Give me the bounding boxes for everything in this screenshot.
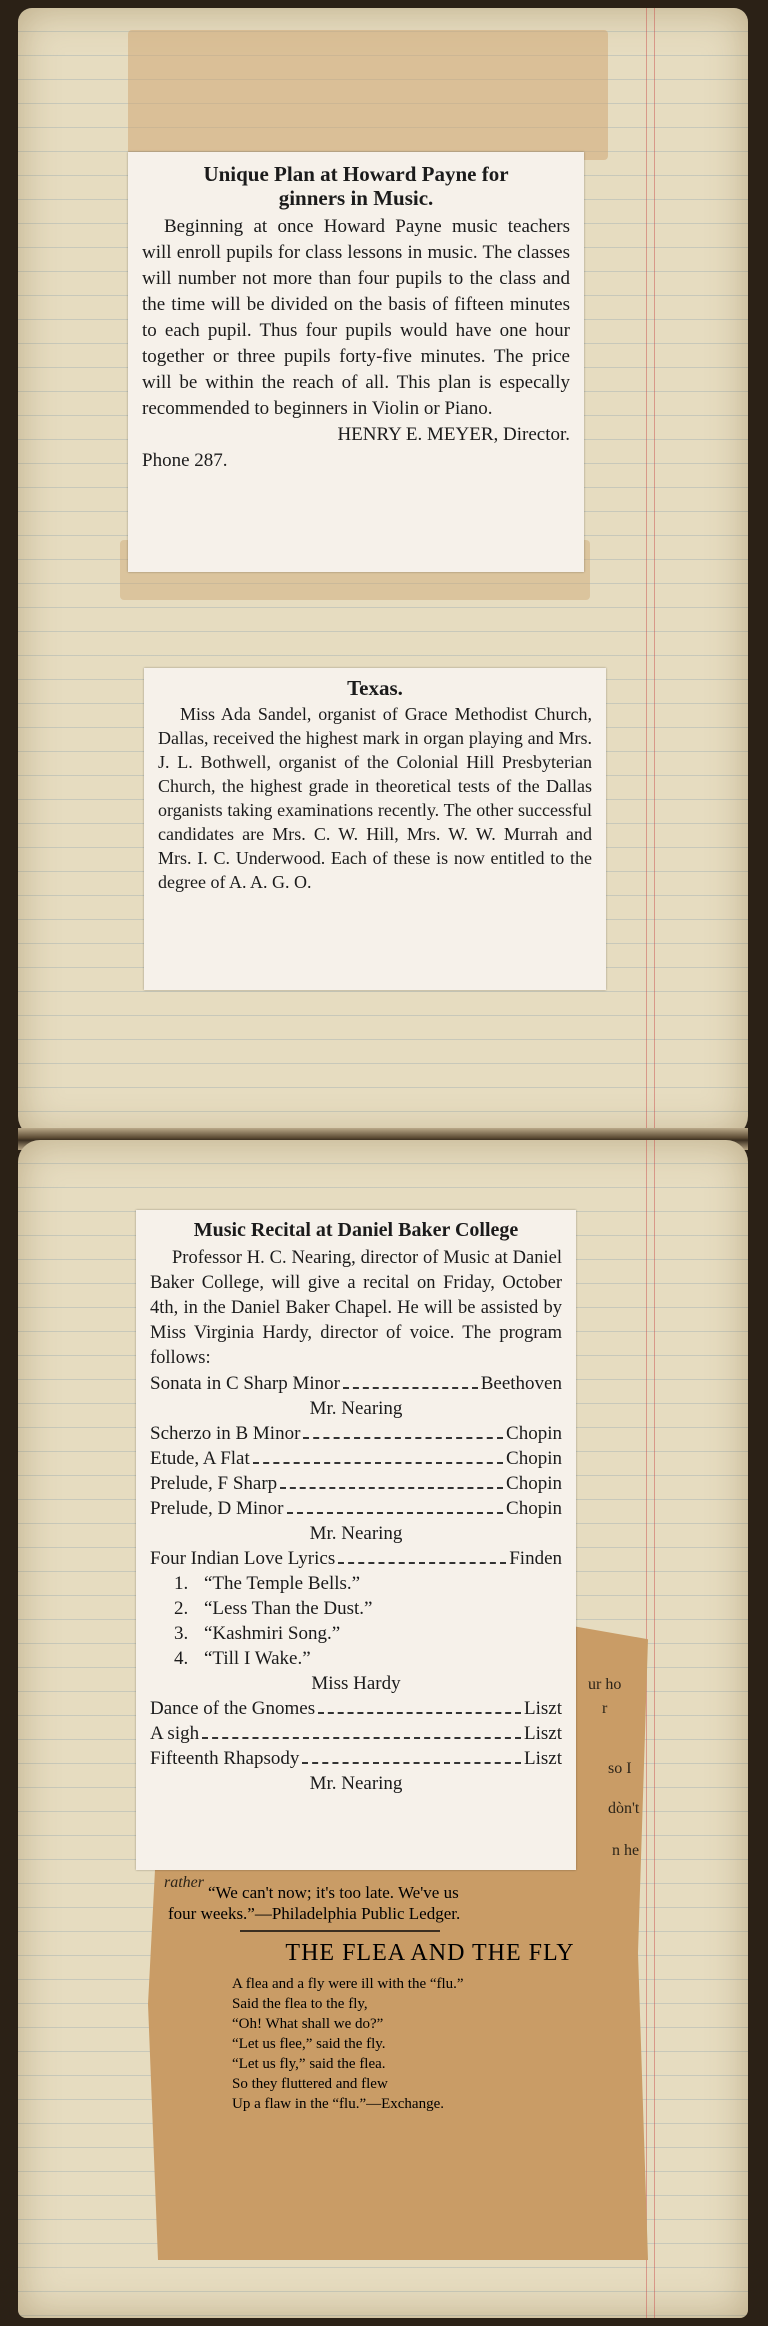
clipping-recital [136, 1210, 576, 1870]
song-number: 1. [174, 1573, 189, 1594]
program-piece: Fifteenth Rhapsody [150, 1748, 300, 1769]
quote-line: “We can't now; it's too late. We've us [208, 1883, 459, 1902]
fragment-text: dòn't [608, 1800, 640, 1817]
leader-dots [280, 1471, 503, 1489]
program-row [150, 1546, 562, 1571]
program-row [150, 1371, 562, 1396]
clipping-phone: Phone 287. [142, 450, 228, 471]
margin-line [646, 8, 647, 1138]
clipping-howard-payne [128, 152, 584, 572]
margin-line [654, 8, 655, 1138]
program-composer: Beethoven [480, 1373, 562, 1394]
clipping-title: Texas. [347, 676, 403, 700]
leader-dots [202, 1721, 521, 1739]
poem-lines [220, 1974, 640, 2114]
program-song [150, 1646, 562, 1671]
program-composer: Liszt [524, 1723, 562, 1744]
clipping-texas [144, 668, 606, 990]
program-composer: Chopin [506, 1473, 562, 1494]
clipping-title: ginners in Music. [278, 186, 434, 210]
program-composer: Chopin [506, 1448, 562, 1469]
fragment-text: rather [164, 1874, 204, 1891]
leader-dots [302, 1746, 521, 1764]
program-row [150, 1721, 562, 1746]
glue-stain [128, 30, 608, 160]
song-title: “Kashmiri Song.” [204, 1623, 341, 1644]
leader-dots [318, 1696, 521, 1714]
leader-dots [253, 1446, 503, 1464]
program-song [150, 1571, 562, 1596]
song-number: 3. [174, 1623, 189, 1644]
program-song [150, 1596, 562, 1621]
poem-title: THE FLEA AND THE FLY [285, 1940, 575, 1966]
program-row [150, 1446, 562, 1471]
program-composer: Finden [509, 1548, 562, 1569]
clipping-signature: HENRY E. MEYER, Director. [337, 424, 570, 445]
song-number: 2. [174, 1598, 189, 1619]
program-piece: Dance of the Gnomes [150, 1698, 316, 1719]
leader-dots [343, 1371, 478, 1389]
clipping-title: Unique Plan at Howard Payne for [203, 162, 509, 186]
song-number: 4. [174, 1648, 189, 1669]
program-piece: Scherzo in B Minor [150, 1423, 301, 1444]
poem-line: So they fluttered and flew [232, 2076, 388, 2092]
clipping-title: Music Recital at Daniel Baker College [193, 1219, 519, 1241]
poem-line: “Oh! What shall we do?” [232, 2016, 384, 2032]
program-piece: Four Indian Love Lyrics [150, 1548, 336, 1569]
clipping-body: Professor H. C. Nearing, director of Music at Daniel Baker College, will give a recital on Friday, October 4th, in the Daniel Baker Chapel. He will be assisted by Miss Virginia Hardy, director of voice. The program follows: [150, 1248, 562, 1368]
program-row [150, 1421, 562, 1446]
program-row [150, 1496, 562, 1521]
program-composer: Liszt [524, 1748, 562, 1769]
poem-line: Up a flaw in the “flu.”—Exchange. [232, 2096, 444, 2112]
program-piece: A sigh [150, 1723, 200, 1744]
poem-line: “Let us flee,” said the fly. [232, 2036, 386, 2052]
margin-line [646, 1140, 647, 2318]
song-title: “Less Than the Dust.” [204, 1598, 373, 1619]
clipping-body: Miss Ada Sandel, organist of Grace Methodist Church, Dallas, received the highest mark in organ playing and Mrs. J. L. Bothwell, organist of the Colonial Hill Presbyterian Church, the highest grade in theoretical tests of the Dallas organists taking examinations recently. The other successful candidates are Mrs. C. W. Hill, Mrs. W. W. Murrah and Mrs. I. C. Underwood. Each of these is now entitled to the degree of A. A. G. O. [158, 704, 592, 892]
program-row [150, 1696, 562, 1721]
program-performer: Mr. Nearing [309, 1398, 403, 1419]
program-piece: Etude, A Flat [150, 1448, 250, 1469]
leader-dots [287, 1496, 504, 1514]
margin-line [654, 1140, 655, 2318]
program-row [150, 1746, 562, 1771]
recital-program [150, 1371, 562, 1796]
program-composer: Chopin [506, 1498, 562, 1519]
program-row [150, 1471, 562, 1496]
program-piece: Prelude, F Sharp [150, 1473, 278, 1494]
leader-dots [303, 1421, 503, 1439]
newspaper-quote [168, 1882, 638, 1924]
program-composer: Liszt [524, 1698, 562, 1719]
program-song [150, 1621, 562, 1646]
program-performer: Mr. Nearing [309, 1773, 403, 1794]
program-piece: Sonata in C Sharp Minor [150, 1373, 340, 1394]
leader-dots [338, 1546, 506, 1564]
fragment-text: ur ho [588, 1676, 622, 1693]
clipping-body: Beginning at once Howard Payne music teachers will enroll pupils for class lessons in music. The classes will number not more than four pupils to the class and the time will be divided on the basis of fifteen minutes to each pupil. Thus four pupils would have one hour together or three pupils forty-five minutes. The price will be within the reach of all. This plan is especally recommended to beginners in Violin or Piano. [142, 216, 570, 419]
program-composer: Chopin [506, 1423, 562, 1444]
poem-line: Said the flea to the fly, [232, 1996, 368, 2012]
flea-poem [220, 1938, 640, 2114]
fragment-text: r [602, 1700, 608, 1717]
program-performer: Mr. Nearing [309, 1523, 403, 1544]
song-title: “Till I Wake.” [204, 1648, 311, 1669]
fragment-text: n he [612, 1842, 640, 1859]
song-title: “The Temple Bells.” [204, 1573, 361, 1594]
quote-line: four weeks.”—Philadelphia Public Ledger. [168, 1904, 461, 1923]
program-performer: Miss Hardy [311, 1673, 401, 1694]
poem-line: A flea and a fly were ill with the “flu.” [232, 1976, 464, 1992]
fragment-text: so I [608, 1760, 632, 1777]
divider [240, 1930, 440, 1935]
program-piece: Prelude, D Minor [150, 1498, 284, 1519]
poem-line: “Let us fly,” said the flea. [232, 2056, 386, 2072]
